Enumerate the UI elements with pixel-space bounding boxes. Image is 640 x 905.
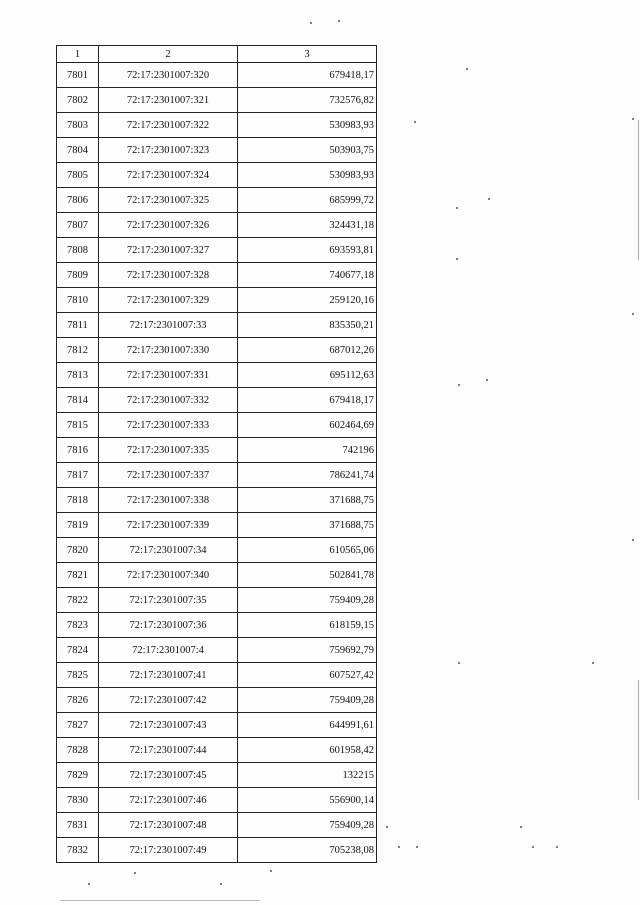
table-row [57, 263, 377, 288]
row-number-cell: 7825 [57, 663, 99, 688]
cadastral-number-cell: 72:17:2301007:324 [99, 163, 238, 188]
value-cell: 607527,42 [238, 663, 377, 688]
table-body [57, 63, 377, 863]
table-header [57, 46, 377, 63]
cadastral-number-cell: 72:17:2301007:41 [99, 663, 238, 688]
cadastral-number-cell: 72:17:2301007:4 [99, 638, 238, 663]
row-number-cell: 7809 [57, 263, 99, 288]
table-row [57, 313, 377, 338]
table-row [57, 88, 377, 113]
row-number-cell: 7815 [57, 413, 99, 438]
scan-speck [632, 313, 634, 315]
table-row [57, 713, 377, 738]
scan-edge-line [638, 680, 639, 800]
value-cell: 786241,74 [238, 463, 377, 488]
row-number-cell: 7811 [57, 313, 99, 338]
value-cell: 759409,28 [238, 688, 377, 713]
cadastral-number-cell: 72:17:2301007:34 [99, 538, 238, 563]
row-number-cell: 7806 [57, 188, 99, 213]
cadastral-number-cell: 72:17:2301007:35 [99, 588, 238, 613]
table-row [57, 438, 377, 463]
row-number-cell: 7808 [57, 238, 99, 263]
cadastral-number-cell: 72:17:2301007:49 [99, 838, 238, 863]
value-cell: 618159,15 [238, 613, 377, 638]
value-cell: 644991,61 [238, 713, 377, 738]
table-row [57, 663, 377, 688]
row-number-cell: 7824 [57, 638, 99, 663]
row-number-cell: 7818 [57, 488, 99, 513]
scan-bottom-line [60, 900, 260, 901]
row-number-cell: 7819 [57, 513, 99, 538]
column-header-cadastral-number: 2 [99, 46, 238, 63]
scan-speck [466, 68, 468, 70]
cadastral-number-cell: 72:17:2301007:333 [99, 413, 238, 438]
row-number-cell: 7807 [57, 213, 99, 238]
scan-speck [632, 539, 634, 541]
table-row [57, 288, 377, 313]
row-number-cell: 7812 [57, 338, 99, 363]
table-row [57, 163, 377, 188]
cadastral-number-cell: 72:17:2301007:340 [99, 563, 238, 588]
table-row [57, 738, 377, 763]
cadastral-value-table [56, 45, 377, 863]
row-number-cell: 7817 [57, 463, 99, 488]
scan-speck [556, 846, 558, 848]
row-number-cell: 7826 [57, 688, 99, 713]
value-cell: 685999,72 [238, 188, 377, 213]
scan-speck [310, 22, 312, 24]
row-number-cell: 7810 [57, 288, 99, 313]
value-cell: 740677,18 [238, 263, 377, 288]
row-number-cell: 7814 [57, 388, 99, 413]
cadastral-number-cell: 72:17:2301007:338 [99, 488, 238, 513]
value-cell: 601958,42 [238, 738, 377, 763]
cadastral-number-cell: 72:17:2301007:328 [99, 263, 238, 288]
scan-speck [456, 258, 458, 260]
scan-speck [416, 846, 418, 848]
scan-speck [386, 826, 388, 828]
row-number-cell: 7801 [57, 63, 99, 88]
value-cell: 705238,08 [238, 838, 377, 863]
table-row [57, 213, 377, 238]
table-row [57, 388, 377, 413]
table-row [57, 63, 377, 88]
scan-speck [398, 846, 400, 848]
cadastral-number-cell: 72:17:2301007:323 [99, 138, 238, 163]
value-cell: 324431,18 [238, 213, 377, 238]
cadastral-number-cell: 72:17:2301007:44 [99, 738, 238, 763]
table-row [57, 413, 377, 438]
scan-speck [632, 118, 634, 120]
scan-speck [488, 198, 490, 200]
row-number-cell: 7805 [57, 163, 99, 188]
value-cell: 530983,93 [238, 163, 377, 188]
value-cell: 732576,82 [238, 88, 377, 113]
value-cell: 556900,14 [238, 788, 377, 813]
column-header-number: 1 [57, 46, 99, 63]
row-number-cell: 7804 [57, 138, 99, 163]
value-cell: 695112,63 [238, 363, 377, 388]
cadastral-number-cell: 72:17:2301007:329 [99, 288, 238, 313]
row-number-cell: 7823 [57, 613, 99, 638]
row-number-cell: 7816 [57, 438, 99, 463]
cadastral-number-cell: 72:17:2301007:36 [99, 613, 238, 638]
table-row [57, 563, 377, 588]
row-number-cell: 7821 [57, 563, 99, 588]
scan-speck [592, 662, 594, 664]
value-cell: 132215 [238, 763, 377, 788]
row-number-cell: 7832 [57, 838, 99, 863]
value-cell: 602464,69 [238, 413, 377, 438]
table-row [57, 538, 377, 563]
cadastral-number-cell: 72:17:2301007:322 [99, 113, 238, 138]
cadastral-number-cell: 72:17:2301007:321 [99, 88, 238, 113]
value-cell: 835350,21 [238, 313, 377, 338]
row-number-cell: 7803 [57, 113, 99, 138]
cadastral-number-cell: 72:17:2301007:332 [99, 388, 238, 413]
table-row [57, 813, 377, 838]
table-row [57, 238, 377, 263]
value-cell: 759409,28 [238, 588, 377, 613]
table-row [57, 688, 377, 713]
row-number-cell: 7827 [57, 713, 99, 738]
row-number-cell: 7820 [57, 538, 99, 563]
value-cell: 502841,78 [238, 563, 377, 588]
value-cell: 679418,17 [238, 63, 377, 88]
scan-speck [532, 846, 534, 848]
table-row [57, 463, 377, 488]
row-number-cell: 7828 [57, 738, 99, 763]
scan-edge-line [638, 120, 639, 260]
scan-speck [458, 662, 460, 664]
value-cell: 759409,28 [238, 813, 377, 838]
row-number-cell: 7822 [57, 588, 99, 613]
row-number-cell: 7830 [57, 788, 99, 813]
scan-speck [134, 872, 136, 874]
cadastral-number-cell: 72:17:2301007:339 [99, 513, 238, 538]
cadastral-number-cell: 72:17:2301007:43 [99, 713, 238, 738]
table-row [57, 338, 377, 363]
scan-speck [486, 379, 488, 381]
value-cell: 610565,06 [238, 538, 377, 563]
value-cell: 759692,79 [238, 638, 377, 663]
scan-speck [520, 826, 522, 828]
table-row [57, 188, 377, 213]
header-row [57, 46, 377, 63]
cadastral-number-cell: 72:17:2301007:320 [99, 63, 238, 88]
table-row [57, 788, 377, 813]
row-number-cell: 7829 [57, 763, 99, 788]
row-number-cell: 7802 [57, 88, 99, 113]
table-row [57, 113, 377, 138]
table-row [57, 488, 377, 513]
cadastral-number-cell: 72:17:2301007:326 [99, 213, 238, 238]
value-cell: 742196 [238, 438, 377, 463]
cadastral-number-cell: 72:17:2301007:42 [99, 688, 238, 713]
table-row [57, 613, 377, 638]
table-row [57, 763, 377, 788]
value-cell: 503903,75 [238, 138, 377, 163]
scan-speck [458, 384, 460, 386]
scan-speck [338, 20, 340, 22]
table-row [57, 138, 377, 163]
cadastral-number-cell: 72:17:2301007:46 [99, 788, 238, 813]
table-row [57, 638, 377, 663]
table-row [57, 363, 377, 388]
table-row [57, 588, 377, 613]
table-row [57, 838, 377, 863]
column-header-value: 3 [238, 46, 377, 63]
value-cell: 687012,26 [238, 338, 377, 363]
table-row [57, 513, 377, 538]
scan-speck [220, 883, 222, 885]
cadastral-number-cell: 72:17:2301007:45 [99, 763, 238, 788]
cadastral-number-cell: 72:17:2301007:33 [99, 313, 238, 338]
cadastral-number-cell: 72:17:2301007:325 [99, 188, 238, 213]
value-cell: 693593,81 [238, 238, 377, 263]
value-cell: 371688,75 [238, 488, 377, 513]
cadastral-number-cell: 72:17:2301007:48 [99, 813, 238, 838]
cadastral-number-cell: 72:17:2301007:335 [99, 438, 238, 463]
cadastral-number-cell: 72:17:2301007:330 [99, 338, 238, 363]
row-number-cell: 7831 [57, 813, 99, 838]
value-cell: 259120,16 [238, 288, 377, 313]
cadastral-number-cell: 72:17:2301007:331 [99, 363, 238, 388]
row-number-cell: 7813 [57, 363, 99, 388]
scan-speck [456, 207, 458, 209]
scan-speck [270, 870, 272, 872]
scan-speck [414, 121, 416, 123]
cadastral-number-cell: 72:17:2301007:327 [99, 238, 238, 263]
value-cell: 679418,17 [238, 388, 377, 413]
value-cell: 371688,75 [238, 513, 377, 538]
cadastral-number-cell: 72:17:2301007:337 [99, 463, 238, 488]
scan-speck [88, 883, 90, 885]
value-cell: 530983,93 [238, 113, 377, 138]
